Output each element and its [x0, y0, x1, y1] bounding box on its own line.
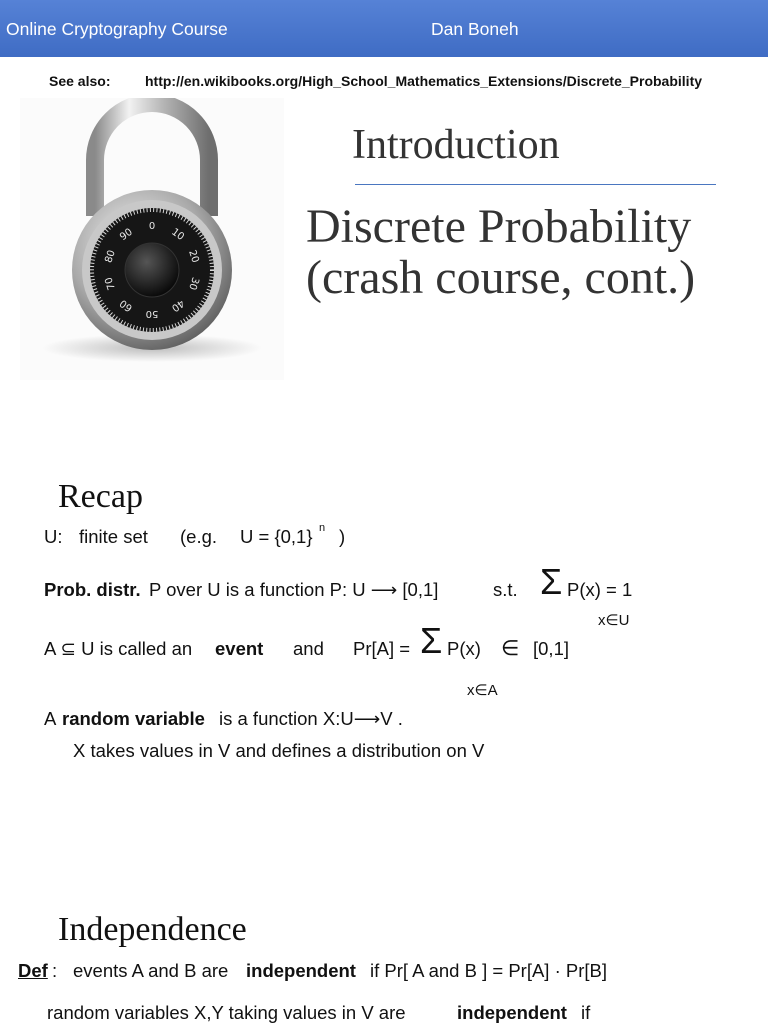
- prob-distr-def: P over U is a function P: U ⟶ [0,1]: [149, 579, 439, 600]
- event-def: A ⊆ U is called an: [44, 638, 193, 659]
- event-pr: Pr[A] =: [353, 638, 411, 659]
- def-label: Def: [18, 960, 48, 981]
- section-title: Introduction: [352, 122, 560, 168]
- dial-number: 50: [145, 308, 159, 319]
- def-colon: :: [52, 960, 58, 981]
- recap-heading: Recap: [58, 478, 143, 515]
- title-divider: [355, 184, 716, 185]
- course-title: Online Cryptography Course: [6, 19, 228, 39]
- finite-set-exponent: n: [319, 522, 326, 534]
- event-px: P(x): [447, 638, 481, 659]
- rv-ind-text: random variables X,Y taking values in V are: [47, 1002, 406, 1023]
- event-element-of: ∈: [501, 637, 520, 660]
- finite-set-example: U = {0,1}: [240, 526, 313, 547]
- slide-title-line2: (crash course, cont.): [306, 251, 696, 304]
- dial-number: 40: [169, 297, 186, 314]
- author-name: Dan Boneh: [431, 19, 519, 39]
- def-independent: independent: [246, 960, 356, 981]
- dial-number: 80: [103, 248, 118, 265]
- rv-line2: X takes values in V and defines a distribution on V: [73, 740, 485, 761]
- dial-number: 90: [118, 226, 135, 243]
- rv-ind-if: if: [581, 1002, 591, 1023]
- sum-subscript: x∈U: [598, 612, 630, 629]
- dial-number: 0: [148, 221, 156, 232]
- def-formula: if Pr[ A and B ] = Pr[A] · Pr[B]: [370, 960, 607, 981]
- sum-subscript: x∈A: [467, 682, 498, 699]
- header-bar: [0, 0, 768, 57]
- padlock-image: [20, 98, 284, 380]
- sum-symbol: Σ: [540, 561, 563, 602]
- finite-set-eg: (e.g.: [180, 526, 218, 547]
- dial-number: 70: [103, 275, 118, 292]
- prob-distr-term: Prob. distr.: [44, 579, 141, 600]
- rv-def: is a function X:U⟶V .: [219, 708, 403, 729]
- prob-distr-st: s.t.: [493, 579, 518, 600]
- slide-title-line1: Discrete Probability: [306, 200, 692, 253]
- dial-number: 30: [186, 275, 201, 292]
- dial-number: 60: [118, 297, 135, 314]
- see-also-link[interactable]: http://en.wikibooks.org/High_School_Mathematics_Extensions/Discrete_Probability: [145, 73, 703, 89]
- dial-number: 20: [186, 248, 201, 265]
- padlock-icon: [20, 98, 284, 380]
- rv-term: random variable: [62, 708, 205, 729]
- event-term: event: [215, 638, 264, 659]
- independence-heading: Independence: [58, 911, 247, 948]
- rv-prefix: A: [44, 708, 57, 729]
- def-text: events A and B are: [73, 960, 229, 981]
- finite-set-u: U:: [44, 526, 63, 547]
- dial-number: 10: [169, 226, 186, 243]
- prob-distr-sum: P(x) = 1: [567, 579, 633, 600]
- finite-set-close: ): [339, 526, 346, 547]
- slide-title: [306, 201, 695, 303]
- finite-set-text: finite set: [79, 526, 148, 547]
- event-and: and: [293, 638, 324, 659]
- see-also-label: See also:: [49, 73, 111, 89]
- sum-symbol: Σ: [420, 620, 443, 661]
- event-range: [0,1]: [533, 638, 569, 659]
- rv-ind-independent: independent: [457, 1002, 567, 1023]
